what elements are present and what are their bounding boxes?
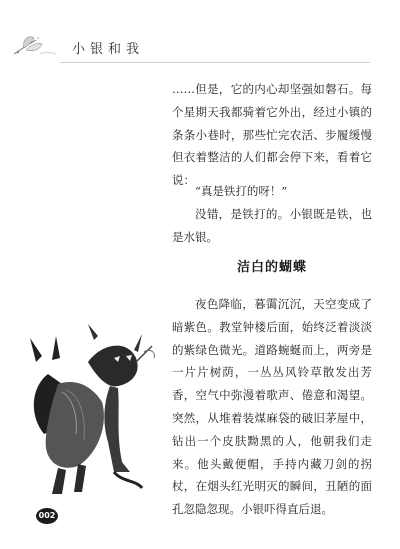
body-paragraph-1: ……但是，它的内心却坚强如磐石。每个星期天我都骑着它外出，经过小镇的条条小巷时，那些忙完农活、步履缓慢但衣着整洁的人们都会停下来，看着它说： bbox=[172, 82, 372, 188]
section-paragraph: 夜色降临，暮霭沉沉，天空变成了暗紫色。教堂钟楼后面，始终泛着淡淡的紫绿色微光。道路蜿蜒而上，两旁是一片片树荫，一丛丛风铃草散发出芳香，空气中弥漫着歌声、倦意和渴望。突然，从堆着装煤麻袋的破旧茅屋中，钻出一个皮肤黝黑的人，他朝我们走来。他头戴便帽，手持内藏刀剑的拐杖，在烟头红光明灭的瞬间，丑陋的面孔忽隐忽现。小银吓得直后退。 bbox=[172, 297, 372, 517]
page-header bbox=[0, 0, 400, 70]
book-title: 小银和我 bbox=[72, 42, 145, 57]
header-divider bbox=[60, 62, 370, 63]
body-paragraph-2: 没错，是铁打的。小银既是铁，也是水银。 bbox=[172, 207, 372, 244]
section-title: 洁白的蝴蝶 bbox=[236, 260, 307, 275]
donkey-and-man-illustration bbox=[18, 322, 163, 502]
butterfly-ornament-icon bbox=[10, 30, 58, 60]
page-number-badge: 002 bbox=[36, 508, 58, 524]
quote-line: “真是铁打的呀！” bbox=[195, 184, 288, 198]
